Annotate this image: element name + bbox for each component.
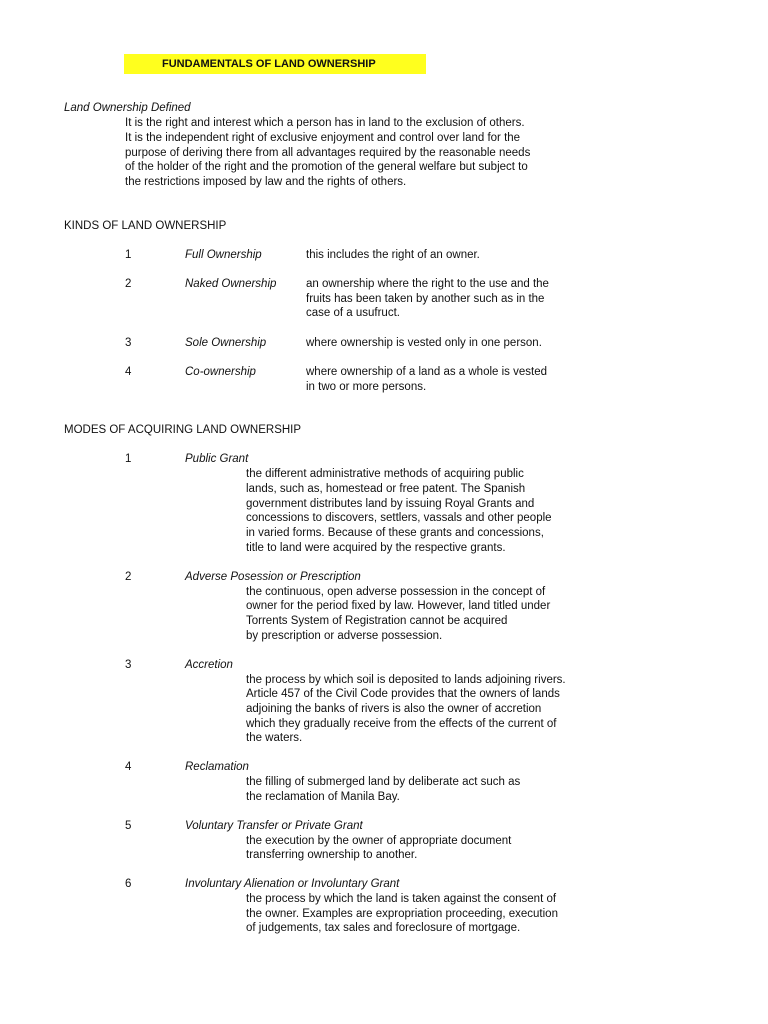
mode-term: Public Grant bbox=[185, 453, 249, 465]
definition-line: It is the right and interest which a person has in land to the exclusion of others. bbox=[125, 117, 525, 129]
kind-desc: this includes the right of an owner. bbox=[306, 249, 480, 261]
mode-term: Reclamation bbox=[185, 761, 249, 773]
mode-desc: adjoining the banks of rivers is also the owner of accretion bbox=[246, 703, 542, 715]
mode-desc: transferring ownership to another. bbox=[246, 849, 418, 861]
mode-desc: owner for the period fixed by law. However, land titled under bbox=[246, 600, 551, 612]
kind-number: 3 bbox=[125, 337, 132, 349]
mode-desc: the process by which the land is taken against the consent of bbox=[246, 893, 557, 905]
kind-desc: where ownership of a land as a whole is vested bbox=[306, 366, 548, 378]
mode-desc: government distributes land by issuing Royal Grants and bbox=[246, 498, 535, 510]
mode-desc: the waters. bbox=[246, 732, 303, 744]
definition-line: the restrictions imposed by law and the rights of others. bbox=[125, 176, 407, 188]
mode-desc: concessions to discovers, settlers, vassals and other people bbox=[246, 512, 552, 524]
mode-desc: of judgements, tax sales and foreclosure of mortgage. bbox=[246, 922, 521, 934]
kind-term: Sole Ownership bbox=[185, 337, 267, 349]
mode-desc: the filling of submerged land by deliberate act such as bbox=[246, 776, 521, 788]
page-title: FUNDAMENTALS OF LAND OWNERSHIP bbox=[162, 58, 376, 70]
mode-desc: the execution by the owner of appropriate document bbox=[246, 835, 512, 847]
mode-desc: in varied forms. Because of these grants and concessions, bbox=[246, 527, 544, 539]
definition-line: of the holder of the right and the promotion of the general welfare but subject to bbox=[125, 161, 528, 173]
mode-desc: which they gradually receive from the effects of the current of bbox=[246, 718, 557, 730]
mode-desc: the owner. Examples are expropriation proceeding, execution bbox=[246, 908, 558, 920]
mode-desc: the different administrative methods of acquiring public bbox=[246, 468, 524, 480]
mode-term: Adverse Posession or Prescription bbox=[185, 571, 361, 583]
kind-term: Full Ownership bbox=[185, 249, 262, 261]
mode-desc: Torrents System of Registration cannot be acquired bbox=[246, 615, 508, 627]
mode-desc: the continuous, open adverse possession in the concept of bbox=[246, 586, 546, 598]
mode-desc: by prescription or adverse possession. bbox=[246, 630, 443, 642]
mode-desc: Article 457 of the Civil Code provides that the owners of lands bbox=[246, 688, 560, 700]
mode-term: Voluntary Transfer or Private Grant bbox=[185, 820, 363, 832]
mode-number: 6 bbox=[125, 878, 132, 890]
kind-number: 2 bbox=[125, 278, 132, 290]
mode-number: 3 bbox=[125, 659, 132, 671]
kind-term: Naked Ownership bbox=[185, 278, 277, 290]
kind-term: Co-ownership bbox=[185, 366, 256, 378]
mode-term: Involuntary Alienation or Involuntary Grant bbox=[185, 878, 400, 890]
definition-line: purpose of deriving there from all advantages required by the reasonable needs bbox=[125, 147, 531, 159]
kind-number: 4 bbox=[125, 366, 132, 378]
mode-number: 2 bbox=[125, 571, 132, 583]
mode-desc: the process by which soil is deposited to lands adjoining rivers. bbox=[246, 674, 566, 686]
kind-desc: in two or more persons. bbox=[306, 381, 427, 393]
mode-number: 5 bbox=[125, 820, 132, 832]
mode-number: 1 bbox=[125, 453, 132, 465]
kind-desc: case of a usufruct. bbox=[306, 307, 400, 319]
kind-desc: fruits has been taken by another such as in the bbox=[306, 293, 545, 305]
definition-heading: Land Ownership Defined bbox=[64, 102, 191, 114]
definition-line: It is the independent right of exclusive enjoyment and control over land for the bbox=[125, 132, 521, 144]
kind-number: 1 bbox=[125, 249, 132, 261]
kind-desc: where ownership is vested only in one person. bbox=[306, 337, 542, 349]
kinds-heading: KINDS OF LAND OWNERSHIP bbox=[64, 220, 227, 232]
modes-heading: MODES OF ACQUIRING LAND OWNERSHIP bbox=[64, 424, 302, 436]
mode-term: Accretion bbox=[185, 659, 233, 671]
kind-desc: an ownership where the right to the use and the bbox=[306, 278, 549, 290]
mode-number: 4 bbox=[125, 761, 132, 773]
mode-desc: title to land were acquired by the respective grants. bbox=[246, 542, 506, 554]
mode-desc: lands, such as, homestead or free patent. The Spanish bbox=[246, 483, 526, 495]
mode-desc: the reclamation of Manila Bay. bbox=[246, 791, 400, 803]
